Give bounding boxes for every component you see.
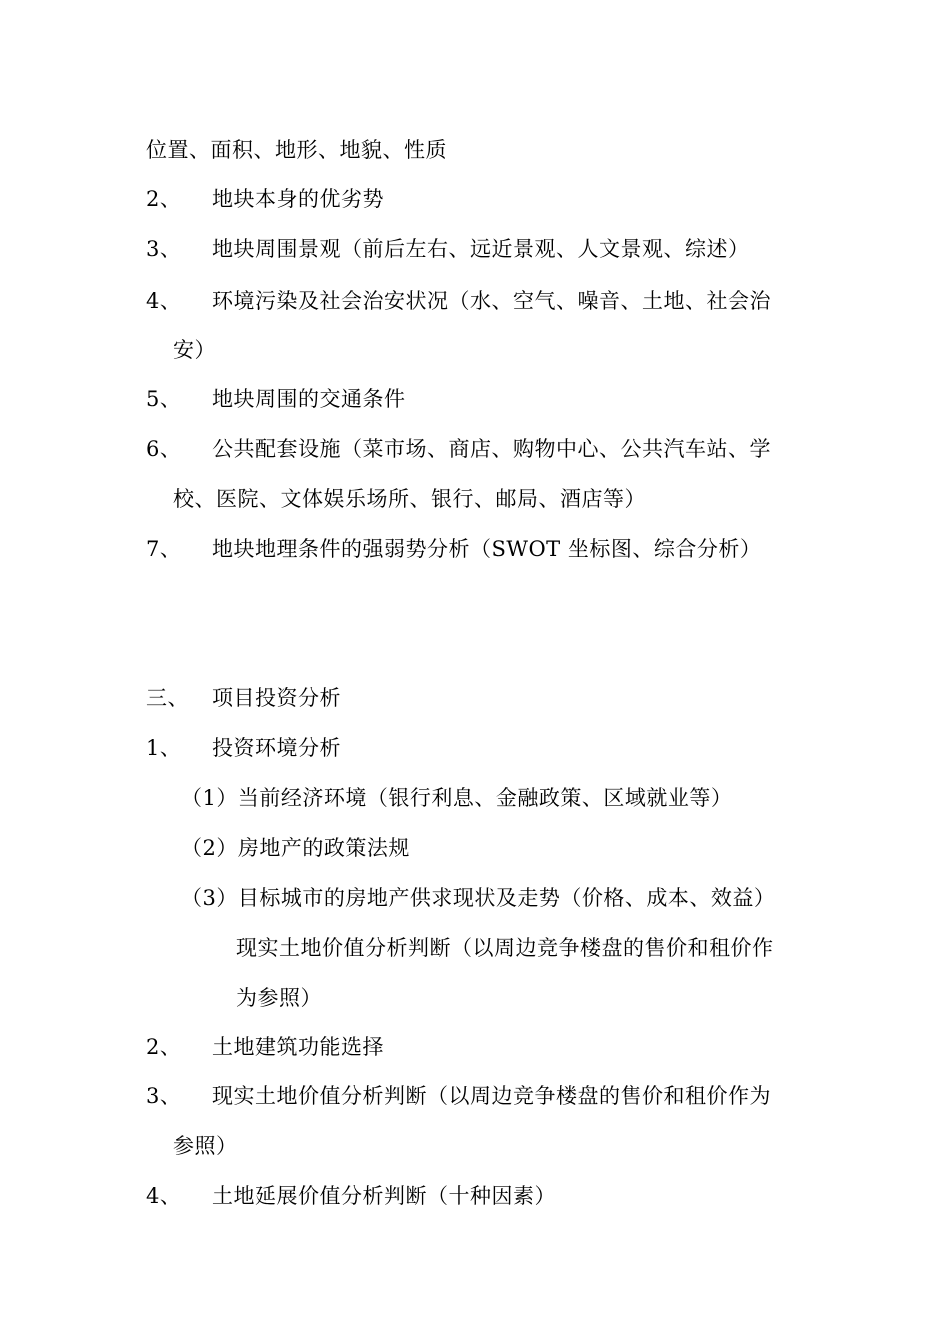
- section3-item-3-continuation: [173, 1131, 238, 1161]
- list-text: 地块本身的优劣势: [212, 187, 384, 211]
- list-item-4-continuation: [173, 335, 216, 365]
- sub-item-3: [181, 883, 775, 913]
- list-number: 2、: [146, 1035, 182, 1059]
- list-item-6-continuation: [173, 484, 646, 514]
- list-text: 现实土地价值分析判断（以周边竞争楼盘的售价和租价作为: [212, 1084, 771, 1108]
- section-title: 项目投资分析: [212, 686, 341, 710]
- intro-text: 位置、面积、地形、地貌、性质: [146, 138, 447, 162]
- list-text-continuation: 参照）: [173, 1134, 238, 1158]
- list-text: 投资环境分析: [212, 736, 341, 760]
- sub-item-text: 现实土地价值分析判断（以周边竞争楼盘的售价和租价作: [236, 936, 774, 960]
- list-number: 4、: [146, 1184, 182, 1208]
- list-text: 地块地理条件的强弱势分析（SWOT 坐标图、综合分析）: [212, 537, 762, 561]
- list-number: 3、: [146, 237, 182, 261]
- list-text-continuation: 校、医院、文体娱乐场所、银行、邮局、酒店等）: [173, 487, 646, 511]
- list-text: 公共配套设施（菜市场、商店、购物中心、公共汽车站、学: [212, 437, 771, 461]
- list-text: 土地建筑功能选择: [212, 1035, 384, 1059]
- sub-item-text: （2）房地产的政策法规: [181, 836, 410, 860]
- sub-item-3-continuation-1: [236, 933, 774, 963]
- sub-item-3-continuation-2: [236, 983, 322, 1013]
- list-number: 1、: [146, 736, 182, 760]
- list-text: 地块周围的交通条件: [212, 387, 406, 411]
- sub-item-1: [181, 783, 732, 813]
- list-number: 6、: [146, 437, 182, 461]
- section-number: 三、: [146, 686, 189, 710]
- sub-item-text: （3）目标城市的房地产供求现状及走势（价格、成本、效益）: [181, 886, 776, 910]
- sub-item-text: 为参照）: [236, 986, 322, 1010]
- list-number: 7、: [146, 537, 182, 561]
- list-text-continuation: 安）: [173, 338, 216, 362]
- sub-item-text: （1）当前经济环境（银行利息、金融政策、区域就业等）: [181, 786, 733, 810]
- list-text: 土地延展价值分析判断（十种因素）: [212, 1184, 556, 1208]
- intro-line: [146, 135, 447, 165]
- list-text: 环境污染及社会治安状况（水、空气、噪音、土地、社会治: [212, 289, 771, 313]
- list-number: 3、: [146, 1084, 182, 1108]
- list-number: 5、: [146, 387, 182, 411]
- sub-item-2: [181, 833, 410, 863]
- list-number: 2、: [146, 187, 182, 211]
- list-text: 地块周围景观（前后左右、远近景观、人文景观、综述）: [212, 237, 750, 261]
- list-number: 4、: [146, 289, 182, 313]
